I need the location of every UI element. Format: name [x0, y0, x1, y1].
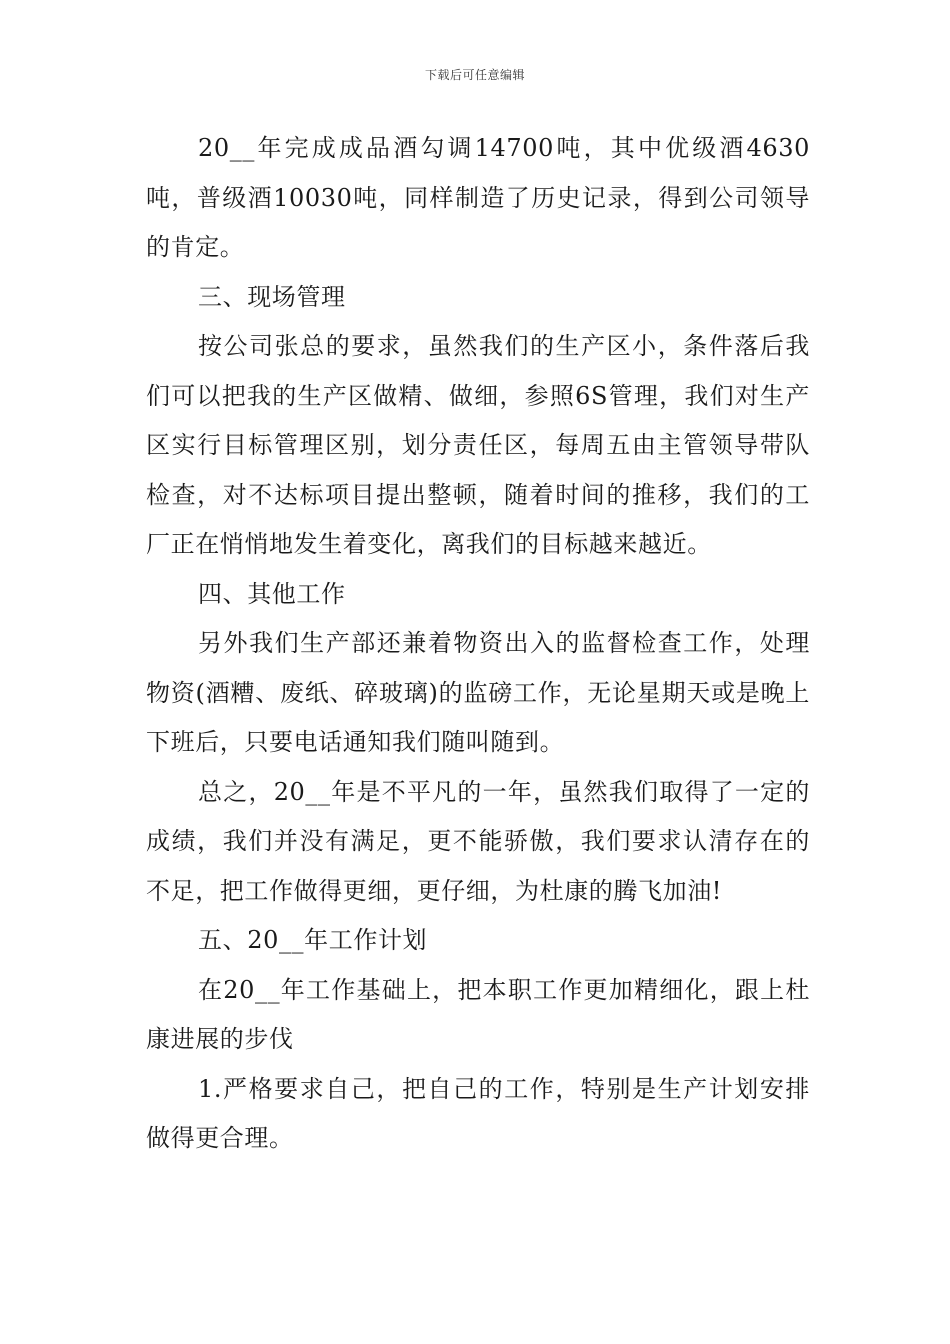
paragraph-summary: 总之，20__年是不平凡的一年，虽然我们取得了一定的成绩，我们并没有满足，更不能骄傲，我们要求认清存在的不足，把工作做得更细，更仔细，为杜康的腾飞加油!: [146, 777, 810, 905]
paragraph-blending-output: 20__年完成成品酒勾调14700吨，其中优级酒4630吨，普级酒10030吨，同样制造了历史记录，得到公司领导的肯定。: [146, 134, 810, 261]
section-heading-site-management: 三、现场管理: [198, 282, 346, 311]
paragraph-work-plan-intro: 在20__年工作基础上，把本职工作更加精细化，跟上杜康进展的步伐: [146, 975, 810, 1053]
paragraph-plan-item-1: 1.严格要求自己，把自己的工作，特别是生产计划安排做得更合理。: [146, 1074, 810, 1152]
section-heading-other-work: 四、其他工作: [198, 579, 346, 608]
page-header-note: 下载后可任意编辑: [424, 68, 525, 82]
paragraph-other-work: 另外我们生产部还兼着物资出入的监督检查工作，处理物资(酒糟、废纸、碎玻璃)的监磅工作，无论星期天或是晚上下班后，只要电话通知我们随叫随到。: [146, 629, 810, 756]
document-body: [146, 124, 810, 1164]
paragraph-site-management: 按公司张总的要求，虽然我们的生产区小，条件落后我们可以把我的生产区做精、做细，参照6S管理，我们对生产区实行目标管理区别，划分责任区，每周五由主管领导带队检查，对不达标项目提出整顿，随着时间的推移，我们的工厂正在悄悄地发生着变化，离我们的目标越来越近。: [146, 332, 810, 558]
section-heading-work-plan: 五、20__年工作计划: [198, 926, 428, 954]
